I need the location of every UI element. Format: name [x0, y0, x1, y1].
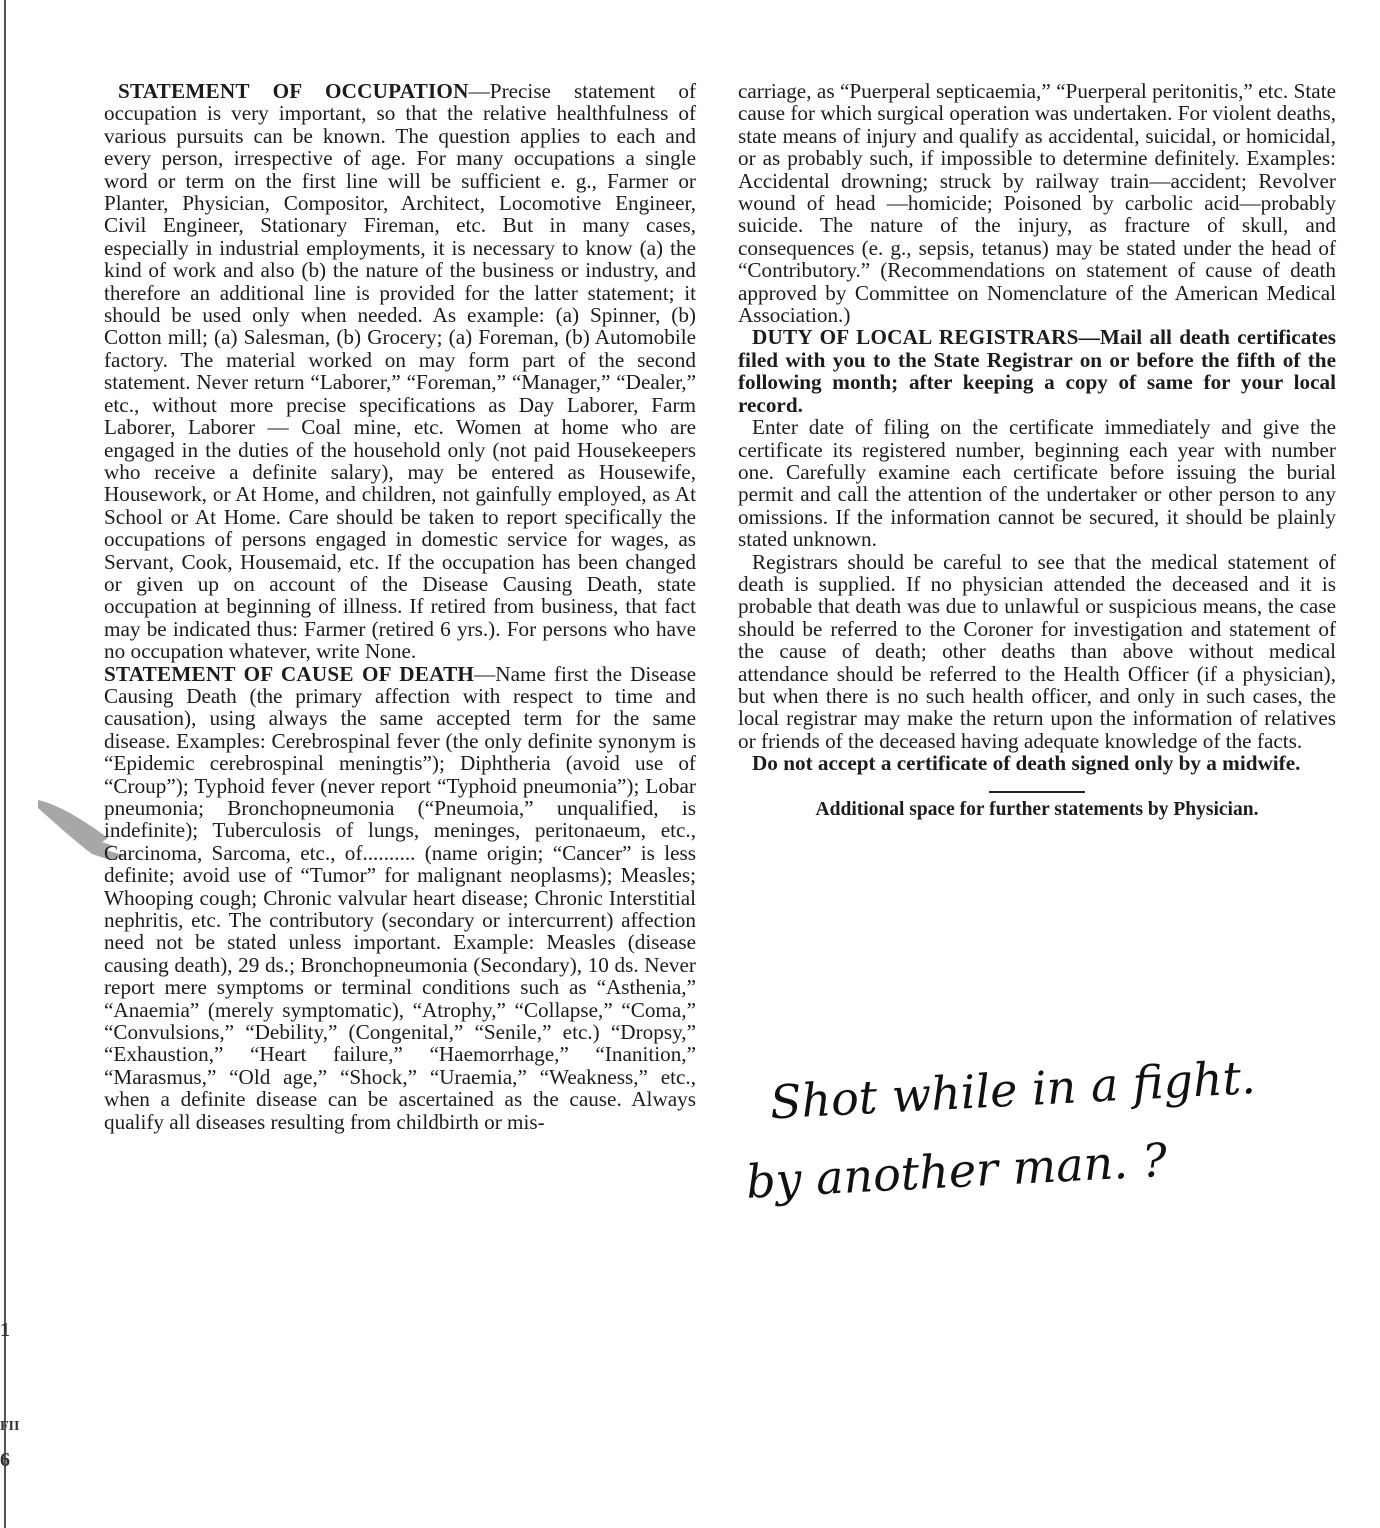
left-column	[104, 80, 696, 1133]
section-divider	[989, 791, 1085, 793]
physician-space-label: Additional space for further statements by Physician.	[815, 798, 1259, 820]
registrars-text: —Mail all death certificates filed with you to the State Registrar on or before the fifth of the following month; after keeping a copy of same for your local record.	[738, 325, 1336, 417]
cause-heading: STATEMENT OF CAUSE OF DEATH	[104, 661, 475, 686]
cause-section	[104, 663, 696, 1134]
occupation-heading: STATEMENT OF OCCUPATION	[118, 79, 469, 103]
edge-mark: 1	[0, 1319, 10, 1341]
medical-statement-paragraph: Registrars should be careful to see that the medical statement of death is supplied. If no physician attended the deceased and it is probable that death was due to unlawful or suspicious means, the case should be referred to the Coroner for investigation and statement of the cause of death; other deaths than above without medical attendance should be referred to the Health Officer (if a physician), but when there is no such health officer, and only in such cases, the local registrar may make the return upon the information of relatives or friends of the deceased having adequate knowledge of the facts.	[738, 549, 1336, 753]
filing-paragraph: Enter date of filing on the certificate immediately and give the certificate its registered number, beginning each year with number one. Carefully examine each certificate before issuing the burial permit and call the attention of the undertaker or other person to any omissions. If the information cannot be secured, it should be plainly stated unknown.	[738, 415, 1336, 552]
midwife-paragraph: Do not accept a certificate of death signed only by a midwife.	[752, 751, 1301, 776]
edge-rule	[4, 0, 6, 1528]
handwritten-note	[740, 1033, 1367, 1221]
handwritten-line-2: by another man. ?	[744, 1132, 1169, 1209]
cause-text: —Name first the Disease Causing Death (the primary affection with respect to time and causation), using always the same accepted term for the same disease. Examples: Cerebrospinal fever (the only definite synonym is “Epidemic cerebrospinal meningtis”); Diphtheria (avoid use of “Croup”); Typhoid fever (never report “Typhoid pneumonia”); Lobar pneumonia; Bronchopneumonia (“Pneumoia,” unqualified, is indefinite); Tuberculosis of lungs, meninges, peritonaeum, etc., Carcinoma, Sarcoma, etc., of.......... (name origin; “Cancer” is less definite; avoid use of “Tumor” for malignant neoplasms); Measles; Whooping cough; Chronic valvular heart disease; Chronic Interstitial nephritis, etc. The contributory (secondary or intercurrent) affection need not be stated unless important. Example: Measles (disease causing death), 29 ds.; Bronchopneumonia (Secondary), 10 ds. Never report mere symptoms or terminal conditions such as “Asthenia,” “Anaemia” (merely symptomatic), “Atrophy,” “Collapse,” “Coma,” “Convulsions,” “Debility,” (Congenital,” “Senile,” etc.) “Dropsy,” “Exhaustion,” “Heart failure,” “Haemorrhage,” “Inanition,” “Marasmus,” “Old age,” “Shock,” “Uraemia,” “Weakness,” etc., when a definite disease can be ascertained as the cause. Always qualify all diseases resulting from childbirth or mis-	[104, 661, 697, 1134]
edge-mark: 6	[0, 1449, 10, 1471]
registrars-section	[738, 326, 1336, 416]
cause-continued: carriage, as “Puerperal septicaemia,” “Puerperal peritonitis,” etc. State cause for which surgical operation was undertaken. For violent deaths, state means of injury and qualify as accidental, suicidal, or homicidal, or as probably such, if impossible to determine definitely. Examples: Accidental drowning; struck by railway train—accident; Revolver wound of head —homicide; Poisoned by carbolic acid—probably suicide. The nature of the injury, as fracture of skull, and consequences (e. g., sepsis, tetanus) may be stated under the head of “Contributory.” (Recommendations on statement of cause of death approved by Committee on Nomenclature of the American Medical Association.)	[738, 79, 1336, 328]
occupation-section	[104, 80, 696, 663]
handwritten-line-1: Shot while in a fight.	[768, 1050, 1257, 1130]
occupation-text: —Precise statement of occupation is very important, so that the relative healthfulness of various pursuits can be known. The question applies to each and every person, irrespective of age. For many occupations a single word or term on the first line will be sufficient e. g., Farmer or Planter, Physician, Compositor, Architect, Locomotive Engineer, Civil Engineer, Stationary Fireman, etc. But in many cases, especially in industrial employments, it is necessary to know (a) the kind of work and also (b) the nature of the business or industry, and therefore an additional line is provided for the latter statement; it should be used only when needed. As example: (a) Spinner, (b) Cotton mill; (a) Salesman, (b) Grocery; (a) Foreman, (b) Automobile factory. The material worked on may form part of the second statement. Never return “Laborer,” “Foreman,” “Manager,” “Dealer,” etc., without more precise specifications as Day Laborer, Farm Laborer, Laborer — Coal mine, etc. Women at home who are engaged in the duties of the household only (not paid Housekeepers who receive a definite salary), may be entered as Housewife, Housework, or At Home, and children, not gainfully employed, as At School or At Home. Care should be taken to report specifically the occupations of persons engaged in domestic service for wages, as Servant, Cook, Housemaid, etc. If the occupation has been changed or given up on account of the Disease Causing Death, state occupation at beginning of illness. If retired from business, that fact may be indicated thus: Farmer (retired 6 yrs.). For persons who have no occupation whatever, write None.	[104, 79, 697, 664]
registrars-heading: DUTY OF LOCAL REGISTRARS	[752, 325, 1079, 350]
left-page-edge	[0, 0, 20, 1528]
edge-mark: FII	[0, 1419, 20, 1434]
right-column	[738, 80, 1336, 821]
